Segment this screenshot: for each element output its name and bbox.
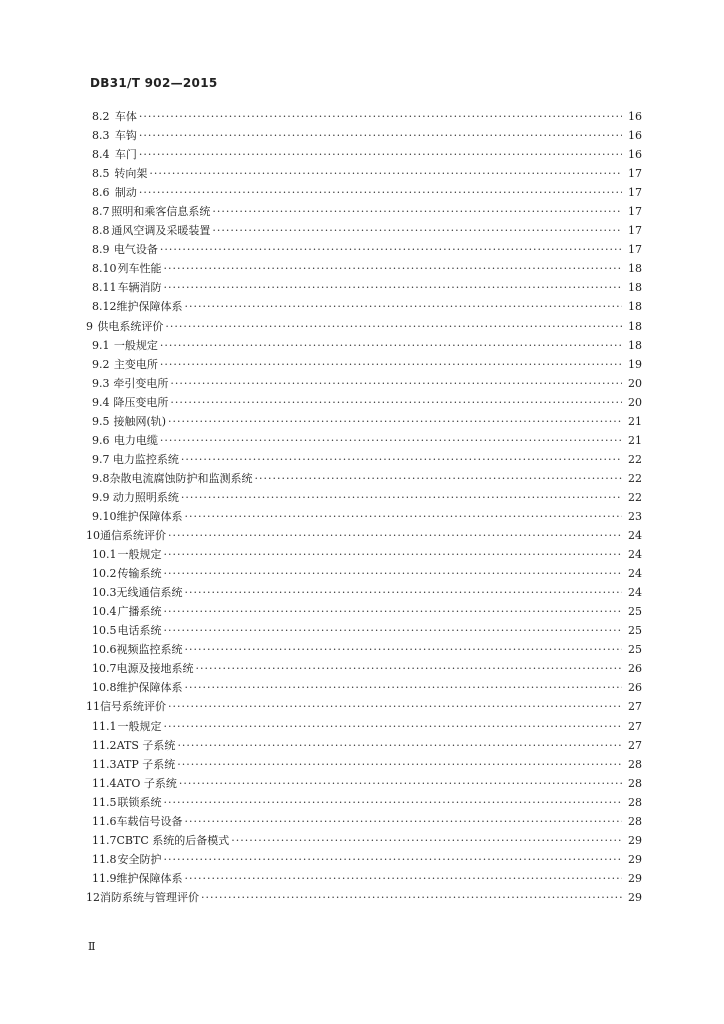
- toc-leader-dots: [168, 526, 622, 545]
- toc-entry[interactable]: [86, 888, 642, 907]
- toc-entry[interactable]: [86, 450, 642, 469]
- toc-entry-title: ATO 子系统: [116, 776, 177, 790]
- toc-entry-page: 16: [628, 110, 642, 123]
- toc-leader-dots: [181, 488, 622, 507]
- toc-entry-page: 29: [628, 890, 642, 904]
- toc-entry[interactable]: [86, 488, 642, 507]
- toc-entry[interactable]: [86, 240, 642, 259]
- toc-entry[interactable]: [86, 393, 642, 412]
- toc-entry[interactable]: [86, 145, 642, 164]
- toc-entry-number: 10.8: [92, 681, 117, 695]
- toc-entry[interactable]: [86, 678, 642, 697]
- toc-entry[interactable]: [86, 469, 642, 488]
- toc-entry-number: 11.3: [92, 757, 117, 771]
- toc-entry-title: 传输系统: [117, 567, 162, 581]
- toc-leader-dots: [163, 621, 622, 640]
- toc-leader-dots: [160, 336, 622, 355]
- toc-entry-page: 16: [628, 129, 642, 143]
- toc-entry-page: 26: [628, 681, 642, 695]
- toc-entry-title: 维护保障体系: [116, 871, 183, 885]
- toc-entry-number: 8.5: [92, 167, 110, 181]
- toc-entry[interactable]: [86, 297, 642, 316]
- toc-entry-title: 视频监控系统: [116, 643, 183, 657]
- toc-entry[interactable]: [86, 412, 642, 431]
- toc-entry[interactable]: [86, 755, 642, 774]
- toc-entry-number: 8.11: [92, 281, 117, 295]
- toc-entry-page: 22: [628, 452, 642, 466]
- toc-entry[interactable]: [86, 545, 642, 564]
- toc-entry[interactable]: [86, 355, 642, 374]
- toc-leader-dots: [179, 774, 622, 793]
- toc-entry-number: 11.7: [92, 833, 117, 847]
- toc-entry-number: 9.9: [92, 490, 110, 504]
- toc-entry-page: 21: [628, 433, 642, 447]
- toc-entry[interactable]: [86, 164, 642, 183]
- toc-leader-dots: [163, 793, 622, 812]
- toc-entry-page: 24: [628, 548, 642, 562]
- toc-entry[interactable]: [86, 126, 642, 145]
- toc-entry-number: 10.4: [92, 605, 117, 619]
- page-number: Ⅱ: [88, 940, 96, 953]
- toc-entry-number: 8.6: [92, 186, 110, 200]
- toc-entry-number: 9.7: [92, 452, 110, 466]
- toc-entry-number: 11: [86, 700, 100, 714]
- toc-entry-page: 16: [628, 148, 642, 162]
- toc-leader-dots: [185, 583, 623, 602]
- toc-entry[interactable]: [86, 526, 642, 545]
- toc-entry-page: 24: [628, 567, 642, 581]
- toc-entry-title: 电话系统: [117, 624, 162, 638]
- toc-entry-page: 28: [628, 795, 642, 809]
- toc-leader-dots: [168, 412, 622, 431]
- toc-entry-title: 接触网(轨): [113, 414, 167, 428]
- toc-entry-number: 9.5: [92, 414, 110, 428]
- toc-entry-page: 17: [628, 243, 642, 257]
- toc-entry-page: 25: [628, 605, 642, 619]
- toc-entry[interactable]: [86, 831, 642, 850]
- toc-entry-title: 车门: [114, 148, 137, 162]
- toc-entry-page: 17: [628, 205, 642, 219]
- toc-entry-title: 通风空调及采暖装置: [111, 224, 211, 238]
- toc-entry[interactable]: [86, 259, 642, 278]
- toc-entry[interactable]: [86, 812, 642, 831]
- toc-leader-dots: [201, 888, 622, 907]
- toc-entry-page: 18: [628, 300, 642, 314]
- toc-entry-page: 29: [628, 833, 642, 847]
- toc-entry-page: 29: [628, 871, 642, 885]
- toc-entry-page: 25: [628, 643, 642, 657]
- toc-leader-dots: [185, 678, 623, 697]
- toc-entry-title: 联锁系统: [117, 795, 162, 809]
- toc-leader-dots: [139, 145, 622, 164]
- toc-entry[interactable]: [86, 221, 642, 240]
- toc-entry-title: 一般规定: [117, 548, 162, 562]
- toc-entry[interactable]: [86, 774, 642, 793]
- toc-entry-number: 10.2: [92, 567, 117, 581]
- toc-entry-page: 27: [628, 700, 642, 714]
- toc-entry-number: 8.7: [92, 205, 110, 219]
- toc-entry[interactable]: [86, 602, 642, 621]
- toc-entry-page: 25: [628, 624, 642, 638]
- toc-leader-dots: [255, 469, 623, 488]
- toc-entry[interactable]: [86, 736, 642, 755]
- toc-entry-title: 车辆消防: [117, 281, 162, 295]
- toc-entry-page: 28: [628, 814, 642, 828]
- toc-leader-dots: [185, 869, 623, 888]
- toc-leader-dots: [185, 297, 623, 316]
- toc-entry-title: ATS 子系统: [116, 738, 176, 752]
- toc-entry-title: 一般规定: [117, 719, 162, 733]
- toc-entry-number: 11.5: [92, 795, 117, 809]
- toc-entry-title: 通信系统评价: [100, 529, 166, 543]
- toc-entry-page: 18: [628, 262, 642, 276]
- toc-entry[interactable]: [86, 793, 642, 812]
- toc-entry-title: 维护保障体系: [116, 681, 183, 695]
- toc-entry-title: 车体: [114, 110, 137, 123]
- toc-entry-page: 26: [628, 662, 642, 676]
- toc-entry-page: 17: [628, 167, 642, 181]
- toc-entry[interactable]: [86, 107, 642, 126]
- toc-entry-number: 10.5: [92, 624, 117, 638]
- toc-entry-number: 11.4: [92, 776, 117, 790]
- toc-entry[interactable]: [86, 640, 642, 659]
- toc-entry-number: 9.1: [92, 338, 110, 352]
- toc-entry-page: 24: [628, 586, 642, 600]
- toc-entry[interactable]: [86, 202, 642, 221]
- toc-leader-dots: [163, 602, 622, 621]
- toc-entry-title: 广播系统: [117, 605, 162, 619]
- toc-leader-dots: [160, 240, 622, 259]
- toc-entry-title: 无线通信系统: [116, 586, 183, 600]
- toc-leader-dots: [170, 374, 622, 393]
- toc-entry[interactable]: [86, 374, 642, 393]
- toc-entry-number: 10.3: [92, 586, 117, 600]
- table-of-contents: [86, 107, 642, 907]
- toc-entry-number: 8.3: [92, 129, 110, 143]
- toc-entry-title: 安全防护: [117, 852, 162, 866]
- toc-entry-number: 9.2: [92, 357, 110, 371]
- toc-entry-page: 21: [628, 414, 642, 428]
- toc-entry-number: 11.6: [92, 814, 117, 828]
- toc-leader-dots: [139, 107, 622, 126]
- toc-entry-number: 9.4: [92, 395, 110, 409]
- toc-entry-title: 转向架: [114, 167, 148, 181]
- toc-entry-title: 制动: [114, 186, 137, 200]
- toc-entry-title: 维护保障体系: [116, 509, 183, 523]
- toc-entry-title: 牵引变电所: [113, 376, 169, 390]
- toc-entry-number: 8.12: [92, 300, 117, 314]
- toc-entry-title: 电力监控系统: [112, 452, 179, 466]
- toc-entry-page: 20: [628, 376, 642, 390]
- toc-entry-number: 8.2: [92, 110, 110, 123]
- toc-leader-dots: [163, 850, 622, 869]
- toc-entry-title: 杂散电流腐蚀防护和监测系统: [109, 471, 253, 485]
- toc-entry[interactable]: [86, 431, 642, 450]
- toc-entry-title: CBTC 系统的后备模式: [116, 833, 230, 847]
- toc-leader-dots: [181, 450, 622, 469]
- toc-entry-page: 18: [628, 281, 642, 295]
- toc-entry-page: 27: [628, 719, 642, 733]
- toc-leader-dots: [160, 355, 622, 374]
- toc-entry-number: 9.6: [92, 433, 110, 447]
- toc-entry[interactable]: [86, 621, 642, 640]
- toc-leader-dots: [177, 755, 622, 774]
- toc-entry-title: 车钩: [114, 129, 137, 143]
- toc-leader-dots: [170, 393, 622, 412]
- toc-entry-title: 照明和乘客信息系统: [111, 205, 211, 219]
- toc-entry-title: 信号系统评价: [100, 700, 166, 714]
- toc-entry-page: 28: [628, 757, 642, 771]
- toc-leader-dots: [163, 545, 622, 564]
- toc-entry-number: 8.10: [92, 262, 117, 276]
- toc-entry-number: 10.6: [92, 643, 117, 657]
- toc-entry-page: 18: [628, 319, 642, 333]
- toc-entry-number: 8.8: [92, 224, 110, 238]
- toc-entry-title: 降压变电所: [113, 395, 169, 409]
- toc-entry[interactable]: [86, 317, 642, 336]
- toc-entry[interactable]: [86, 697, 642, 716]
- toc-leader-dots: [231, 831, 622, 850]
- toc-entry-number: 8.9: [92, 243, 110, 257]
- toc-entry-title: 电力电缆: [113, 433, 158, 447]
- toc-leader-dots: [160, 431, 622, 450]
- document-header: DB31/T 902—2015: [90, 76, 218, 90]
- toc-leader-dots: [185, 812, 623, 831]
- toc-entry-title: 消防系统与管理评价: [100, 890, 199, 904]
- toc-entry-number: 11.8: [92, 852, 117, 866]
- toc-leader-dots: [185, 507, 623, 526]
- toc-entry-title: 电源及接地系统: [116, 662, 194, 676]
- toc-entry-page: 28: [628, 776, 642, 790]
- toc-leader-dots: [139, 126, 622, 145]
- toc-entry[interactable]: [86, 507, 642, 526]
- toc-entry-number: 12: [86, 890, 100, 904]
- toc-leader-dots: [163, 717, 622, 736]
- toc-entry-page: 17: [628, 186, 642, 200]
- toc-entry-page: 17: [628, 224, 642, 238]
- toc-entry-page: 19: [628, 357, 642, 371]
- toc-leader-dots: [149, 164, 622, 183]
- toc-entry-title: 一般规定: [113, 338, 158, 352]
- toc-entry[interactable]: [86, 583, 642, 602]
- toc-entry-number: 11.2: [92, 738, 117, 752]
- toc-entry-page: 22: [628, 471, 642, 485]
- toc-entry-title: 电气设备: [113, 243, 158, 257]
- toc-entry-page: 22: [628, 490, 642, 504]
- toc-leader-dots: [177, 736, 622, 755]
- toc-entry-title: ATP 子系统: [116, 757, 176, 771]
- toc-entry[interactable]: [86, 564, 642, 583]
- toc-entry-title: 供电系统评价: [97, 319, 164, 333]
- toc-entry[interactable]: [86, 336, 642, 355]
- toc-entry-page: 20: [628, 395, 642, 409]
- toc-entry-number: 10: [86, 529, 100, 543]
- toc-leader-dots: [196, 659, 623, 678]
- toc-entry-title: 动力照明系统: [112, 490, 179, 504]
- toc-entry-page: 23: [628, 509, 642, 523]
- toc-leader-dots: [212, 202, 622, 221]
- toc-entry-number: 8.4: [92, 148, 110, 162]
- toc-entry-title: 主变电所: [113, 357, 158, 371]
- toc-leader-dots: [139, 183, 622, 202]
- toc-leader-dots: [163, 259, 622, 278]
- toc-entry-number: 10.1: [92, 548, 117, 562]
- toc-leader-dots: [212, 221, 622, 240]
- toc-entry-number: 11.1: [92, 719, 117, 733]
- toc-leader-dots: [185, 640, 623, 659]
- toc-entry[interactable]: [86, 278, 642, 297]
- toc-entry-number: 11.9: [92, 871, 117, 885]
- toc-entry-title: 维护保障体系: [116, 300, 183, 314]
- toc-entry-title: 列车性能: [117, 262, 162, 276]
- toc-entry-number: 9: [86, 319, 93, 333]
- toc-entry-number: 9.10: [92, 509, 117, 523]
- toc-entry-number: 10.7: [92, 662, 117, 676]
- toc-entry-page: 18: [628, 338, 642, 352]
- toc-entry[interactable]: [86, 659, 642, 678]
- toc-entry-page: 29: [628, 852, 642, 866]
- toc-entry[interactable]: [86, 183, 642, 202]
- toc-entry-number: 9.8: [92, 471, 110, 485]
- toc-entry[interactable]: [86, 717, 642, 736]
- toc-leader-dots: [163, 564, 622, 583]
- toc-entry[interactable]: [86, 850, 642, 869]
- toc-entry[interactable]: [86, 869, 642, 888]
- toc-leader-dots: [165, 317, 622, 336]
- toc-leader-dots: [168, 697, 622, 716]
- toc-entry-title: 车载信号设备: [116, 814, 183, 828]
- toc-entry-page: 24: [628, 529, 642, 543]
- toc-entry-number: 9.3: [92, 376, 110, 390]
- toc-entry-page: 27: [628, 738, 642, 752]
- toc-leader-dots: [163, 278, 622, 297]
